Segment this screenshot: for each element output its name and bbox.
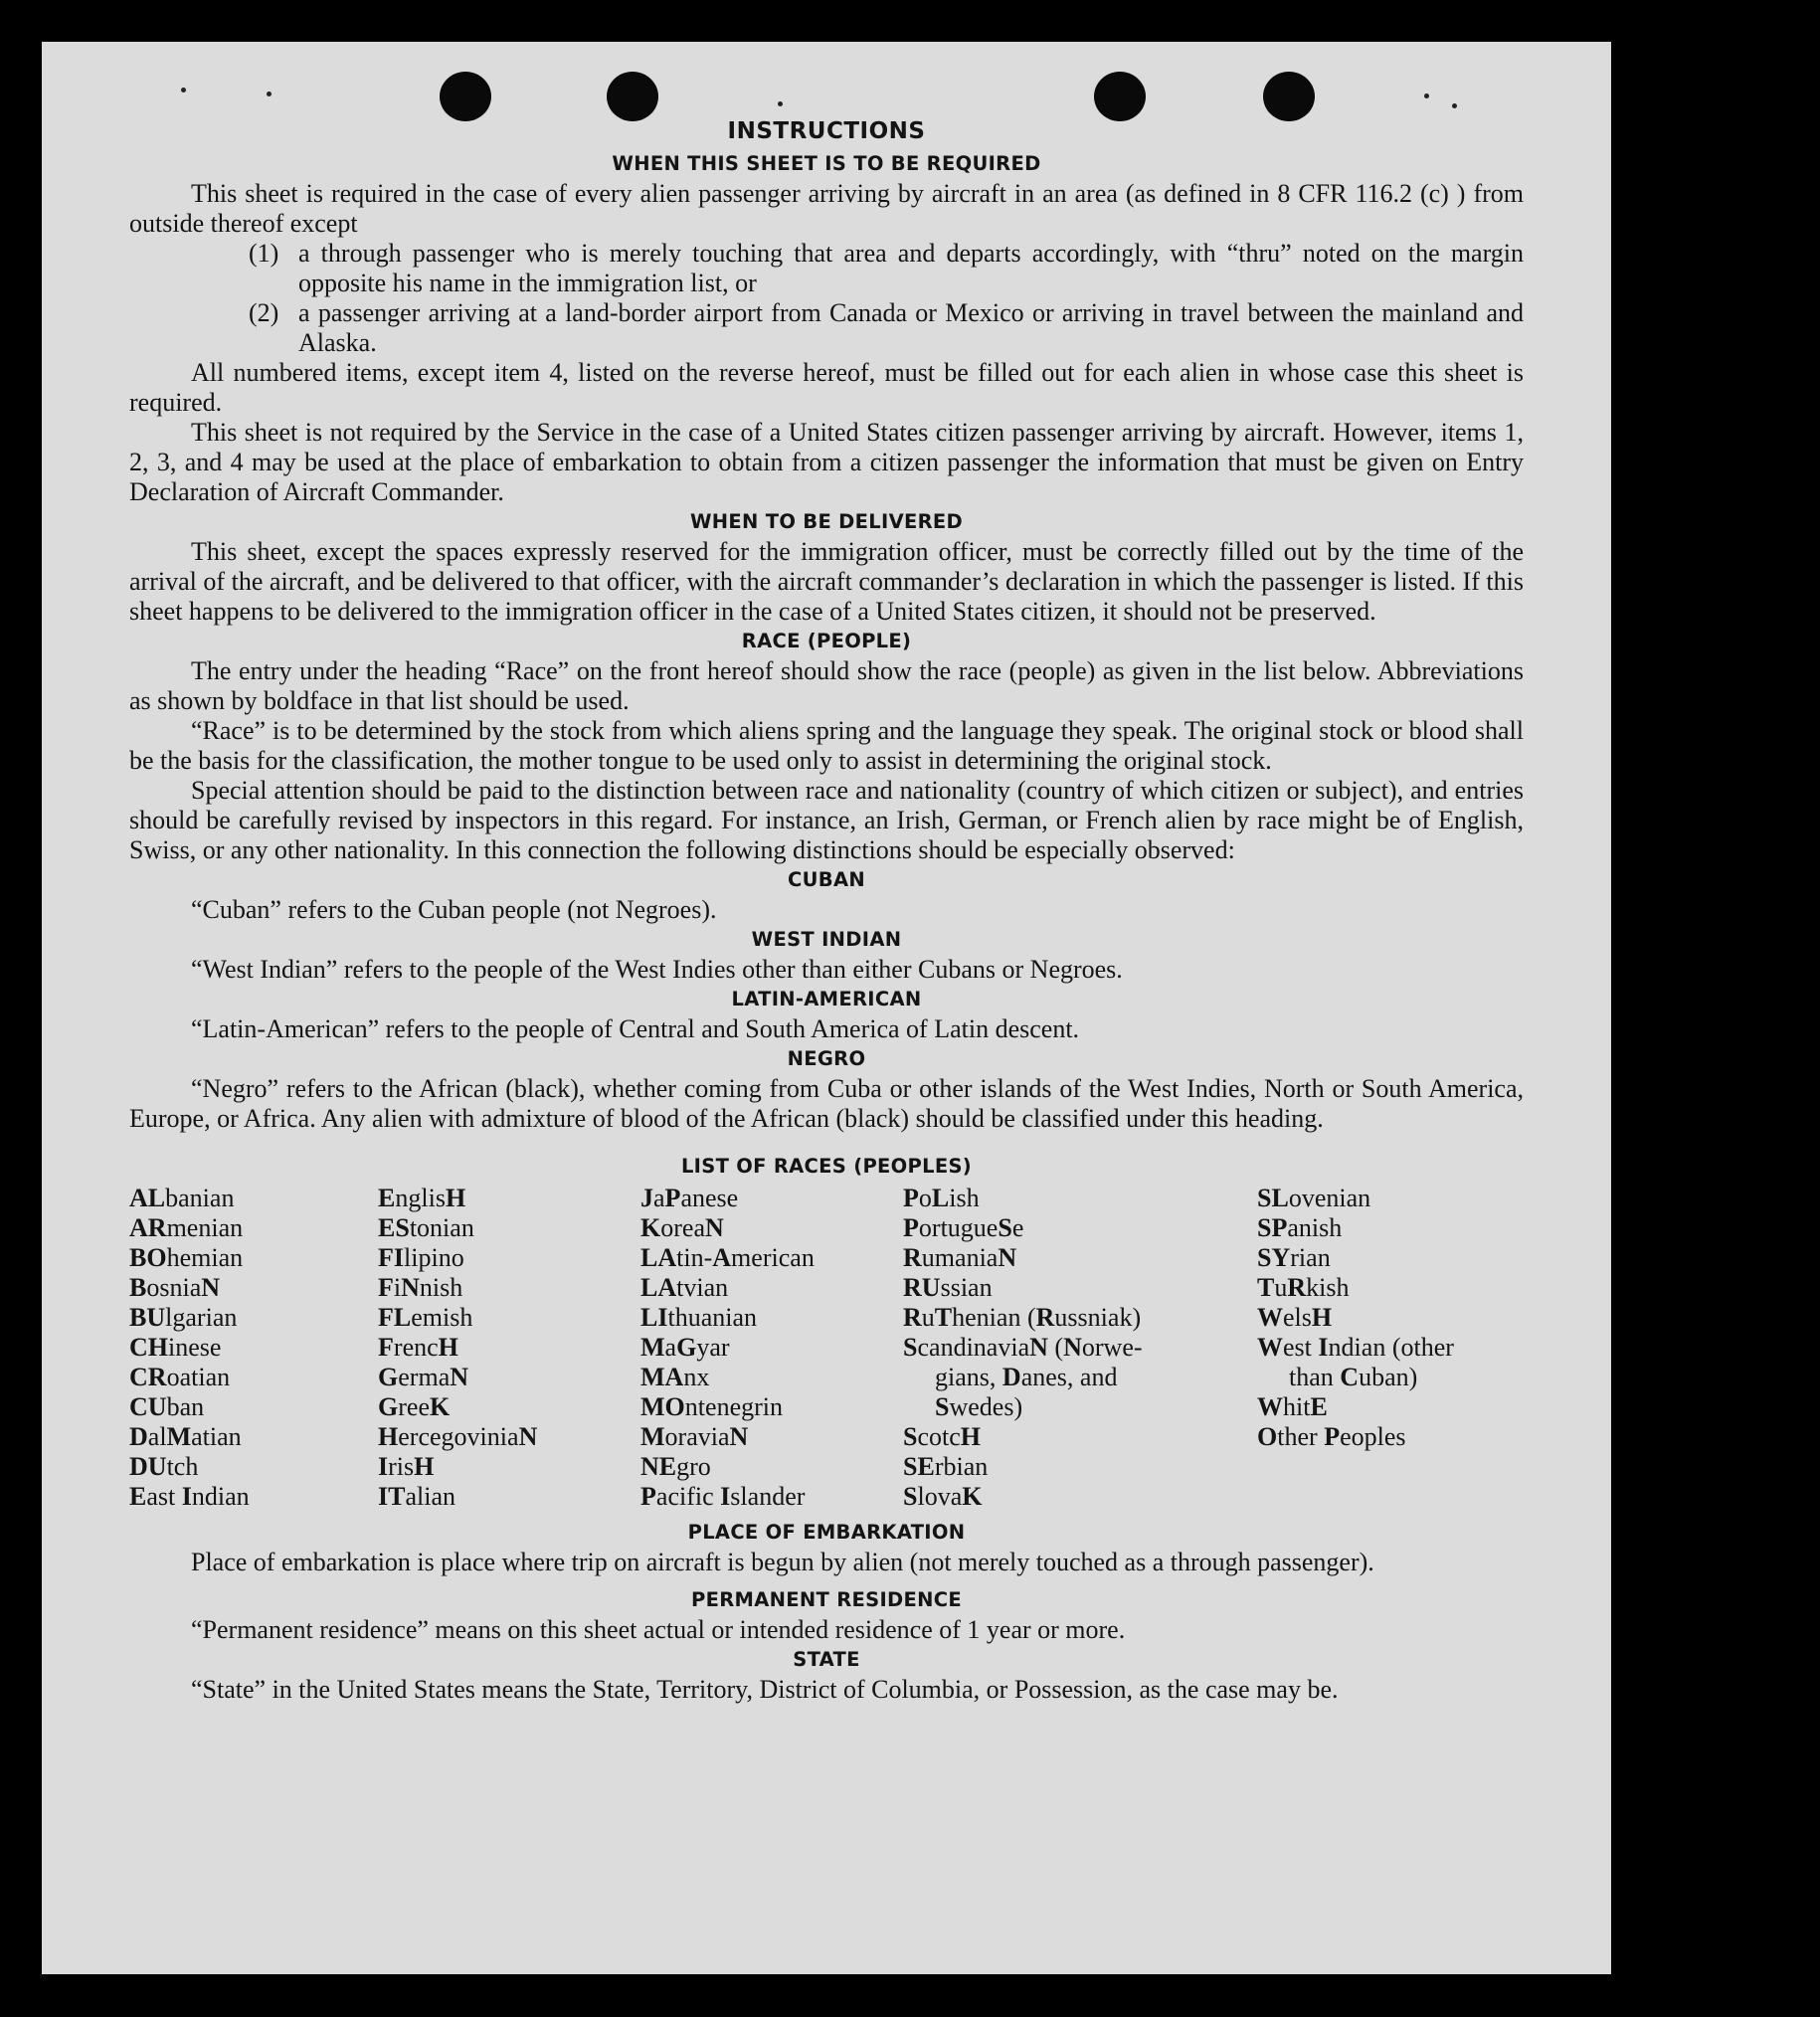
page-title: INSTRUCTIONS	[727, 118, 926, 144]
speck-mark	[267, 92, 272, 96]
race-list-entry: LAtvian	[640, 1273, 729, 1302]
race-list-entry: MaGyar	[640, 1333, 730, 1362]
race-list-entry: RumaniaN	[903, 1243, 1017, 1272]
race-list-entry: WelsH	[1257, 1303, 1333, 1332]
speck-mark	[778, 101, 783, 106]
race-list-entry: ALbanian	[129, 1184, 235, 1212]
section-heading-race: RACE (PEOPLE)	[741, 630, 912, 652]
race-list-entry: ARmenian	[129, 1213, 244, 1242]
race-list-entry: PortugueSe	[903, 1213, 1024, 1242]
section-heading-required: WHEN THIS SHEET IS TO BE REQUIRED	[612, 152, 1041, 175]
section-heading-embarkation: PLACE OF EMBARKATION	[687, 1521, 966, 1544]
race-list-entry: Pacific Islander	[640, 1482, 806, 1511]
race-list-entry: JaPanese	[640, 1184, 739, 1212]
race-list-entry: GreeK	[378, 1392, 451, 1421]
paragraph: “West Indian” refers to the people of the West Indies other than either Cubans or Negroes.	[191, 955, 1123, 984]
race-list-entry: MoraviaN	[640, 1422, 749, 1451]
race-list-entry: SPanish	[1257, 1213, 1343, 1242]
speck-mark	[1424, 93, 1429, 98]
exception-item: (1) a through passenger who is merely touching that area and departs accordingly, with “thru” noted on the margin opposite his name in the immigration list, or	[249, 239, 1524, 297]
race-list-entry: EStonian	[378, 1213, 474, 1242]
race-list-entry: LAtin-American	[640, 1243, 815, 1272]
race-list-entry: FiNnish	[378, 1273, 463, 1302]
race-list-entry: SLovenian	[1257, 1184, 1371, 1212]
race-list-entry: KoreaN	[640, 1213, 724, 1242]
paragraph: “Race” is to be determined by the stock from which aliens spring and the language they speak. The original stock or blood shall be the basis for the classification, the mother tongue to be used only to assist in determining the original stock.	[129, 716, 1524, 775]
race-list-entry: LIthuanian	[640, 1303, 758, 1332]
speck-mark	[181, 88, 186, 92]
section-heading-west-indian: WEST INDIAN	[751, 928, 902, 951]
race-list-column	[640, 1184, 903, 1512]
section-heading-cuban: CUBAN	[788, 868, 865, 891]
race-list-entry: HercegoviniaN	[378, 1422, 538, 1451]
race-list-entry: SlovaK	[903, 1482, 983, 1511]
speck-mark	[1452, 103, 1457, 108]
race-list-column	[129, 1184, 378, 1512]
paragraph: The entry under the heading “Race” on the front hereof should show the race (people) as given in the list below. Abbreviations as shown by boldface in that list should be used.	[129, 656, 1524, 715]
paragraph: All numbered items, except item 4, listed on the reverse hereof, must be filled out for each alien in whose case this sheet is required.	[129, 358, 1524, 417]
race-list-entry: RuThenian (Russniak)	[903, 1303, 1142, 1332]
race-list-entry: Swedes)	[935, 1392, 1023, 1421]
race-list-entry: RUssian	[903, 1273, 993, 1302]
race-list-entry: FrencH	[378, 1333, 458, 1362]
section-heading-state: STATE	[793, 1648, 860, 1671]
race-list-column	[1257, 1184, 1524, 1512]
race-list-entry: PoLish	[903, 1184, 980, 1212]
paragraph: This sheet, except the spaces expressly reserved for the immigration officer, must be correctly filled out by the time of the arrival of the aircraft, and be delivered to that officer, with the aircraft commander’s declaration in which the passenger is listed. If this sheet happens to be delivered to the immigration officer in the case of a United States citizen, it should not be preserved.	[129, 537, 1524, 626]
race-list-entry: ScandinaviaN (Norwe-	[903, 1333, 1143, 1362]
race-list-column	[903, 1184, 1257, 1512]
race-list-entry: SYrian	[1257, 1243, 1331, 1272]
race-list-column	[378, 1184, 640, 1512]
race-list-entry: CUban	[129, 1392, 205, 1421]
race-list-entry: DUtch	[129, 1452, 199, 1481]
race-list-entry: EnglisH	[378, 1184, 466, 1212]
race-list-entry: East Indian	[129, 1482, 250, 1511]
paragraph: “Permanent residence” means on this sheet actual or intended residence of 1 year or more.	[191, 1615, 1126, 1644]
race-list-entry: MOntenegrin	[640, 1392, 784, 1421]
race-list-entry: ITalian	[378, 1482, 456, 1511]
section-heading-residence: PERMANENT RESIDENCE	[691, 1588, 962, 1611]
race-list-entry: Other Peoples	[1257, 1422, 1406, 1451]
paragraph: Special attention should be paid to the distinction between race and nationality (country of which citizen or subject), and entries should be carefully revised by inspectors in this regard. For instance, an Irish, German, or French alien by race might be of English, Swiss, or any other nationality. In this connection the following distinctions should be especially observed:	[129, 776, 1524, 864]
document-sheet	[42, 42, 1611, 1974]
race-list-entry: TuRkish	[1257, 1273, 1350, 1302]
race-list-entry: BosniaN	[129, 1273, 221, 1302]
race-list-entry: BUlgarian	[129, 1303, 238, 1332]
instructions-content	[129, 113, 1524, 1705]
paragraph: “Cuban” refers to the Cuban people (not Negroes).	[191, 895, 717, 924]
section-heading-negro: NEGRO	[787, 1047, 866, 1070]
race-list-entry: gians, Danes, and	[935, 1363, 1118, 1391]
paragraph: “State” in the United States means the State, Territory, District of Columbia, or Possession, as the case may be.	[191, 1675, 1339, 1704]
race-list-table	[129, 1184, 1524, 1512]
race-list-entry: CRoatian	[129, 1363, 231, 1391]
race-list-entry: ScotcH	[903, 1422, 982, 1451]
race-list-entry: MAnx	[640, 1363, 710, 1391]
race-list-entry: GermaN	[378, 1363, 469, 1391]
section-heading-latin-american: LATIN-AMERICAN	[731, 988, 922, 1010]
paragraph: This sheet is required in the case of every alien passenger arriving by aircraft in an area (as defined in 8 CFR 116.2 (c) ) from outside thereof except	[129, 179, 1524, 238]
paragraph: “Latin-American” refers to the people of Central and South America of Latin descent.	[191, 1014, 1080, 1043]
race-list-entry: FLemish	[378, 1303, 473, 1332]
section-heading-delivered: WHEN TO BE DELIVERED	[689, 510, 964, 533]
exception-list	[129, 239, 1524, 358]
race-list-entry: DalMatian	[129, 1422, 242, 1451]
paragraph: This sheet is not required by the Service in the case of a United States citizen passenger arriving by aircraft. However, items 1, 2, 3, and 4 may be used at the place of embarkation to obtain from a citizen passenger the information that must be given on Entry Declaration of Aircraft Commander.	[129, 418, 1524, 506]
exception-item: (2) a passenger arriving at a land-border airport from Canada or Mexico or arriving in travel between the mainland and Alaska.	[249, 298, 1524, 357]
race-list-entry: West Indian (other	[1257, 1333, 1454, 1362]
section-heading-list-of-races: LIST OF RACES (PEOPLES)	[680, 1155, 973, 1178]
race-list-entry: BOhemian	[129, 1243, 244, 1272]
race-list-entry: SErbian	[903, 1452, 989, 1481]
race-list-entry: NEgro	[640, 1452, 711, 1481]
race-list-entry: WhitE	[1257, 1392, 1328, 1421]
race-list-entry: IrisH	[378, 1452, 435, 1481]
race-list-entry: FIlipino	[378, 1243, 464, 1272]
race-list-entry: CHinese	[129, 1333, 222, 1362]
race-list-entry: than Cuban)	[1289, 1363, 1418, 1391]
paragraph: “Negro” refers to the African (black), whether coming from Cuba or other islands of the West Indies, North or South America, Europe, or Africa. Any alien with admixture of blood of the African (black) should be classified under this heading.	[129, 1074, 1524, 1133]
paragraph: Place of embarkation is place where trip on aircraft is begun by alien (not merely touched as a through passenger).	[191, 1548, 1374, 1576]
